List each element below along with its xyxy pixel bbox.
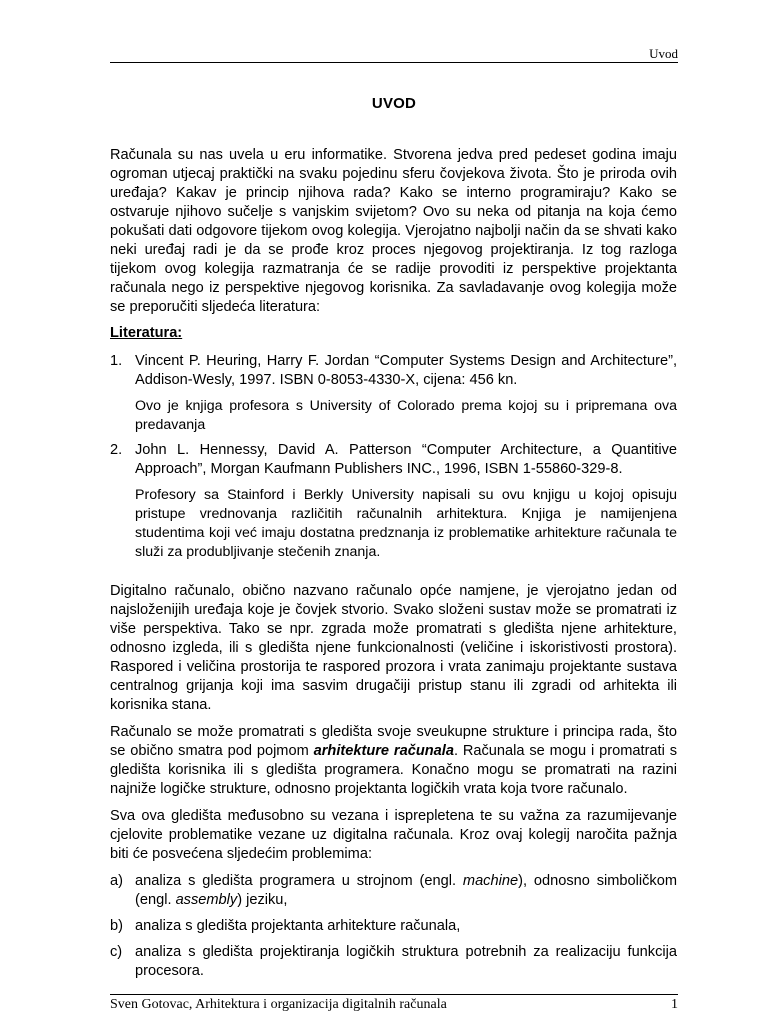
chapter-label: Uvod — [649, 46, 678, 61]
list-item-text: analiza s gledišta projektanta arhitekture računala, — [135, 918, 461, 934]
list-marker: c) — [110, 944, 123, 960]
intro-paragraph: Računala su nas uvela u eru informatike. Stvorena jedva pred pedeset godina imaju ogroman utjecaj praktički na svaku pojedinu sferu čovjekova života. Što je priroda ovih uređaja? Kakav je princip njihova rada? Kako se interno programiraju? Kako se ostvaruje njihovo sučelje s vanjskim svijetom? Ovo su neka od pitanja na koja ćemo pokušati dati odgovore tijekom ovog kolegija. Vjerojatno najbolji način da se shvati kako neki uređaj radi je da se prođe kroz proces njegovog projektiranja. Iz tog razloga tijekom ovog kolegija razmatranja će se radije provoditi iz perspektive projektanta računala nego iz perspektive njegovog korisnika. Za savladavanje ovog kolegija može se preporučiti sljedeća literatura: — [110, 147, 677, 315]
text-run: Računalo se može promatrati s gledišta svoje sveukupne strukture i principa rada, što se obično smatra pod pojmom — [110, 724, 677, 759]
literature-heading: Literatura: — [110, 325, 183, 341]
literature-note: Ovo je knjiga profesora s University of Colorado prema kojoj su i pripremana ova predavanja — [135, 398, 677, 433]
body-paragraph: Sva ova gledišta međusobno su vezana i isprepletena te su važna za razumijevanje cjelovite problematike vezane uz digitalna računala. Kroz ovaj kolegij naročita pažnja biti će posvećena sljedećim problemima: — [110, 808, 677, 862]
literature-reference: John L. Hennessy, David A. Patterson “Computer Architecture, a Quantitive Approach”, Morgan Kaufmann Publishers INC., 1996, ISBN 1-55860-329-8. — [135, 442, 677, 477]
text-run: analiza s gledišta programera u strojnom (engl. — [135, 873, 463, 889]
literature-note: Profesory sa Stainford i Berkly University napisali su ovu knjigu u kojoj opisuju pristupe vrednovanja različitih računalnih arhitektura. Knjiga je namijenjena studentima koji već imaju dostatna predznanja iz problematike arhitekture računala te služi za produbljivanje stečenih znanja. — [135, 487, 677, 560]
main-content — [110, 146, 677, 981]
list-item — [110, 872, 677, 910]
list-marker: a) — [110, 873, 123, 889]
english-term: assembly — [175, 892, 238, 908]
page-title: UVOD — [371, 95, 417, 112]
list-marker: 1. — [110, 353, 123, 369]
list-item-text: analiza s gledišta projektiranja logičkih struktura potrebnih za realizaciju funkcija procesora. — [135, 944, 677, 979]
running-header — [110, 46, 678, 63]
footer-author-title: Sven Gotovac, Arhitektura i organizacija digitalnih računala — [110, 997, 447, 1012]
problems-list — [110, 872, 677, 981]
literature-item — [110, 352, 677, 435]
literature-list — [110, 352, 677, 562]
key-term: arhitekture računala — [313, 743, 454, 759]
list-marker: 2. — [110, 442, 123, 458]
running-footer — [110, 994, 678, 1013]
list-marker: b) — [110, 918, 123, 934]
text-run: . Računala se mogu i promatrati s gledišta korisnika ili s gledišta programera. Konačno mogu se promatrati na razini najniže logičke strukture, odnosno projektanta logičkih vrata koja tvore računalo. — [110, 743, 677, 797]
english-term: machine — [462, 873, 519, 889]
list-item — [110, 943, 677, 981]
text-run: ) jeziku, — [237, 892, 288, 908]
list-item — [110, 917, 677, 936]
list-item-text — [135, 872, 677, 910]
page-number: 1 — [671, 997, 678, 1012]
literature-reference: Vincent P. Heuring, Harry F. Jordan “Computer Systems Design and Architecture”, Addison-Wesly, 1997. ISBN 0-8053-4330-X, cijena: 456 kn. — [135, 353, 677, 388]
body-paragraph: Digitalno računalo, obično nazvano računalo opće namjene, je vjerojatno jedan od najsloženijih uređaja koje je čovjek stvorio. Svako složeni sustav može se promatrati iz više perspektiva. Tako se npr. zgrada može promatrati s gledišta njene arhitekture, odnosno izgleda, ili s gledišta njene funkcionalnosti (veličine i iskoristivosti prostora). Raspored i veličina prostorija te raspored prozora i vrata zanimaju projektante sustava centralnog grijanja koji ima sasvim drugačiji pristup stanu ili zgradi od arhitekta ili korisnika stana. — [110, 583, 677, 713]
body-paragraph — [110, 723, 677, 799]
text-run: ), odnosno simboličkom (engl. — [135, 873, 677, 908]
literature-item — [110, 441, 677, 562]
